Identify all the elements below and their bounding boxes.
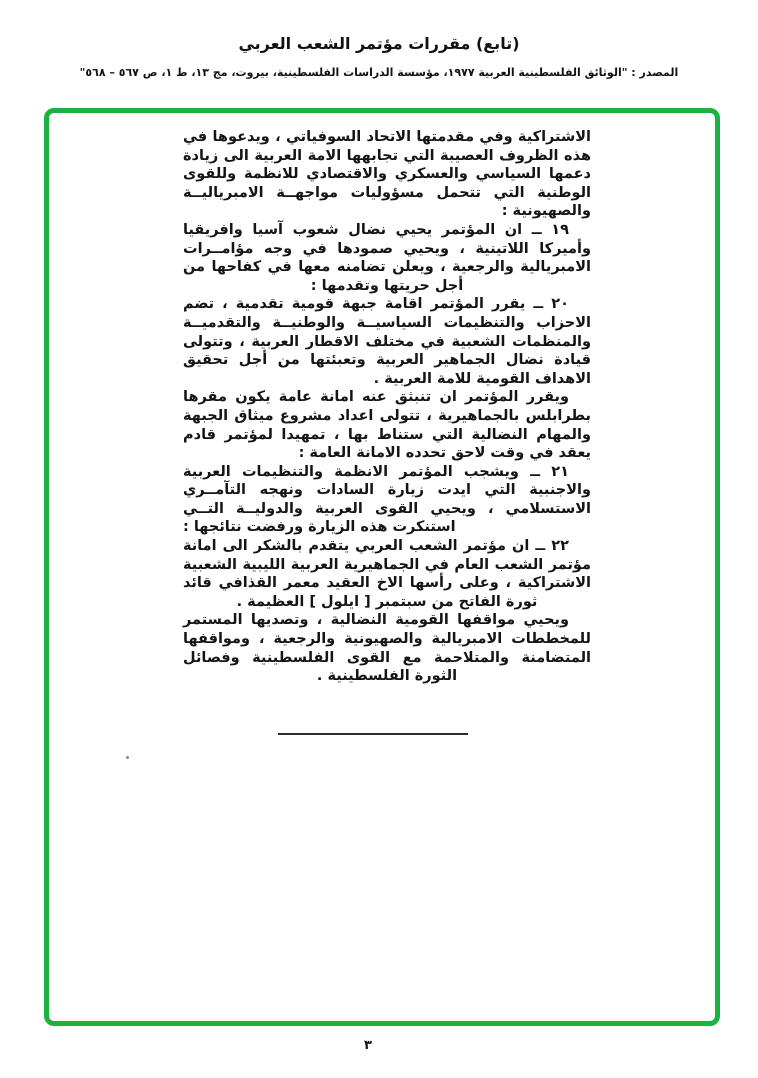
paragraph: ٢١ ــ ويشجب المؤتمر الانظمة والتنظيمات العربية والاجنبية التي ايدت زيارة السادات ونهجه التآمــري الاستسلامي ، ويحيي القوى العربية والدوليــة التــي استنكرت هذه الزيارة ورفضت نتائجها : — [183, 463, 591, 536]
paragraph: ويقرر المؤتمر ان تنبثق عنه امانة عامة يكون مقرها بطرابلس بالجماهيرية ، تتولى اعداد مشروع ميثاق الجبهة والمهام النضالية التي ستناط بها ، تمهيدا لمؤتمر قادم يعقد في وقت لاحق تحدده الامانة العامة : — [183, 389, 591, 462]
paragraph: ١٩ ــ ان المؤتمر يحيي نضال شعوب آسيا وافريقيا وأميركا اللاتينية ، ويحيي صمودها في وجه مؤامــرات الامبريالية والرجعية ، ويعلن تضامنه معها في كفاحها من أجل حريتها وتقدمها : — [183, 221, 591, 294]
scan-speck-artifact — [126, 756, 129, 759]
paragraph: ويحيي مواقفها القومية النضالية ، وتصديها المستمر للمخططات الامبريالية والصهيونية والرجعية ، ومواقفها المتضامنة والمتلاحمة مع القوى الفلسطينية وفصائل الثورة الفلسطينية . — [183, 612, 591, 685]
paragraph: الاشتراكية وفي مقدمتها الاتحاد السوفياتي ، ويدعوها في هذه الظروف العصيبة التي تجابهها الامة العربية الى زيادة دعمها السياسي والعسكري والاقتصادي للانظمة وللقوى الوطنية التي تتحمل مسؤوليات مواجهــة الامبرياليــة والصهيونية : — [183, 129, 591, 220]
document-text — [183, 128, 591, 686]
section-divider-line — [278, 733, 468, 735]
paragraph: ٢٢ ــ ان مؤتمر الشعب العربي يتقدم بالشكر الى امانة مؤتمر الشعب العام في الجماهيرية العربية الليبية الشعبية الاشتراكية ، وعلى رأسها الاخ العقيد معمر القذافي قائد ثورة الفاتح من سبتمبر [ ايلول ] العظيمة . — [183, 538, 591, 610]
page-title: (تابع) مقررات مؤتمر الشعب العربي — [238, 34, 520, 53]
source-citation-line: المصدر : "الوثائق الفلسطينية العربية ١٩٧٧، مؤسسة الدراسات الفلسطينية، بيروت، مج ١٣، ط ١، ص ٥٦٧ – ٥٦٨" — [79, 66, 679, 79]
page-number: ٣ — [364, 1038, 372, 1053]
paragraph: ٢٠ ــ يقرر المؤتمر اقامة جبهة قومية تقدمية ، تضم الاحزاب والتنظيمات السياسيــة والوطنيــة والتقدميــة والمنظمات الشعبية في مختلف الاقطار العربية ، وتتولى قيادة نضال الجماهير العربية وتعبئتها من أجل تحقيق الاهداف القومية للامة العربية . — [183, 296, 591, 387]
